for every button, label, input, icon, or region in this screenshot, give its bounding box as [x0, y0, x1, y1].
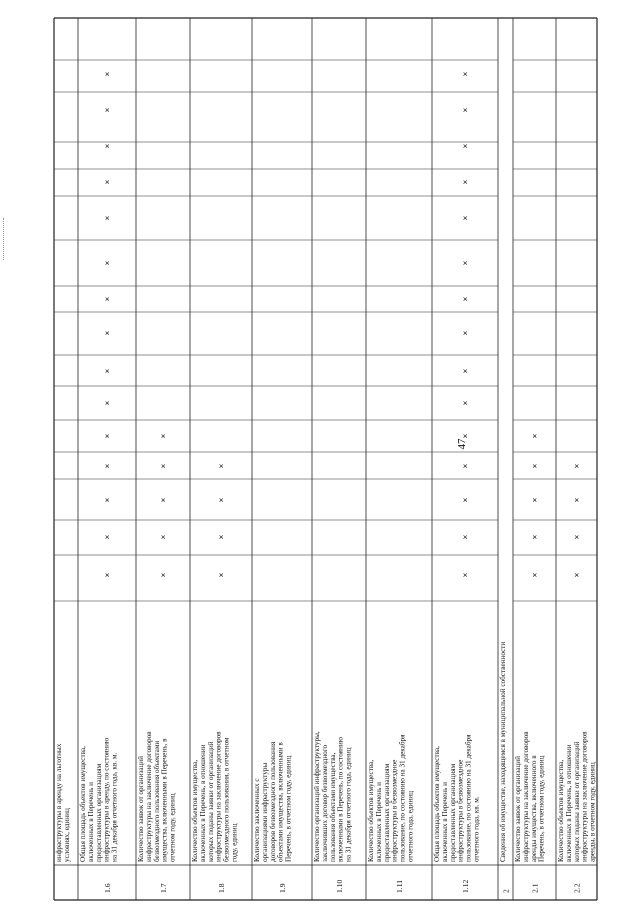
row-label-line: Общая площадь объектов имущества, [433, 746, 441, 862]
row-label-line: отчетного года, единиц [406, 791, 415, 862]
row-label-line: Количество организаций инфраструктуры, [313, 731, 321, 862]
row-label-line: пользование, по состоянию на 31 декабря [398, 734, 407, 862]
row-label-line: отчетного года, кв. м. [472, 796, 481, 862]
row-label-line: включенных в Перечень, в отношении [198, 744, 207, 862]
row-number: 1.12 [461, 879, 470, 893]
not-applicable-mark: × [461, 534, 470, 540]
not-applicable-mark: × [461, 71, 470, 77]
row-label-line: Перечень, в отчетном году, единиц [537, 755, 546, 862]
row-label-line: инфраструктуры в безвозмездное [390, 759, 399, 862]
row-label-line: Сведения об имуществе, находящемся в муниципальной собственности [499, 641, 507, 862]
not-applicable-mark: × [530, 463, 540, 469]
table-row [137, 433, 177, 893]
not-applicable-mark: × [461, 463, 470, 469]
not-applicable-mark: × [159, 433, 168, 439]
not-applicable-mark: × [461, 433, 470, 439]
not-applicable-mark: × [461, 400, 470, 406]
row-number: 2.1 [530, 883, 540, 893]
row-label-line: Количество заключенных с [253, 778, 261, 862]
row-number: 1.7 [159, 883, 168, 893]
table-row [79, 71, 119, 893]
not-applicable-mark: × [103, 497, 112, 503]
row-label-line: пользование, по состоянию на 31 декабря [464, 734, 473, 862]
row-label-line: аренды, в отчетном году, единиц [588, 762, 597, 862]
row-label-line: организациями инфраструктуры [260, 762, 269, 862]
row-label-line: объектами имущества, включенными в [276, 742, 285, 862]
row-label-line: включенных в Перечень, в отношении [564, 744, 573, 862]
not-applicable-mark: × [530, 497, 540, 503]
row-label-line: имущества, включенными в Перечень, в [160, 738, 169, 862]
row-label-line: условиях, единиц [62, 808, 71, 862]
not-applicable-mark: × [461, 368, 470, 374]
not-applicable-mark: × [103, 330, 112, 336]
not-applicable-mark: × [103, 260, 112, 266]
row-label-line: которых поданы заявки от организаций [572, 741, 581, 862]
table-row [557, 463, 597, 893]
row-label-line: Количество объектов имущества, [191, 759, 199, 862]
not-applicable-mark: × [217, 463, 226, 469]
not-applicable-mark: × [217, 534, 226, 540]
not-applicable-mark: × [103, 433, 112, 439]
row-label-line: включенными в Перечень, по состоянию [336, 736, 345, 862]
row-label-line: предоставленных организациям [94, 763, 103, 862]
not-applicable-mark: × [530, 534, 540, 540]
table-row [191, 463, 239, 893]
not-applicable-mark: × [103, 71, 112, 77]
table-row [514, 433, 546, 893]
table-row [253, 741, 293, 893]
table-row [499, 642, 511, 893]
row-label-line: инфраструктуры на заключение договоров [214, 731, 223, 862]
not-applicable-mark: × [217, 572, 226, 578]
row-number: 2.2 [572, 883, 582, 893]
row-number: 1.8 [217, 883, 226, 893]
row-label-line: которых поданы заявки от организаций [206, 741, 215, 862]
not-applicable-mark: × [103, 572, 112, 578]
not-applicable-mark: × [461, 260, 470, 266]
row-label-line: предоставленных организациям [382, 763, 391, 862]
row-label-line: договоров безвозмездного пользования [268, 741, 277, 862]
row-label-line: аренды имущества, включенного в [529, 755, 538, 862]
not-applicable-mark: × [159, 463, 168, 469]
row-number: 1.9 [278, 883, 287, 893]
row-label-line: на 31 декабря отчетного года, единиц [344, 747, 353, 862]
not-applicable-mark: × [461, 215, 470, 221]
row-label-line: инфраструктуры в аренду, по состоянию [102, 737, 111, 862]
row-label-line: отчетном году, единиц [168, 793, 177, 862]
not-applicable-mark: × [159, 572, 168, 578]
row-label-line: Количество объектов имущества, [367, 759, 375, 862]
not-applicable-mark: × [530, 572, 540, 578]
table-row [313, 731, 353, 893]
not-applicable-mark: × [103, 368, 112, 374]
not-applicable-mark: × [461, 107, 470, 113]
row-label-line: году, единиц [230, 823, 239, 862]
row-label-line: включенных в Перечень и [440, 781, 449, 862]
row-number: 2 [501, 889, 511, 893]
not-applicable-mark: × [103, 107, 112, 113]
row-label-line: инфраструктуры на заключение договоров [580, 731, 589, 862]
row-label-line: Перечень, в отчетном году, единиц [284, 755, 293, 862]
row-number: 1.11 [395, 879, 404, 893]
row-label-line: пользования объектами имущества, [328, 752, 337, 862]
not-applicable-mark: × [103, 463, 112, 469]
not-applicable-mark: × [461, 572, 470, 578]
row-label-line: безвозмездного пользования объектами [152, 740, 161, 862]
not-applicable-mark: × [159, 534, 168, 540]
row-label-line: инфраструктуры на заключение договоров [521, 731, 530, 862]
not-applicable-mark: × [461, 497, 470, 503]
row-label-line: Общая площадь объектов имущества, [79, 746, 87, 862]
row-number: 1.10 [335, 879, 344, 893]
row-label-line: включенных в Перечень и [374, 781, 383, 862]
row-label-line: безвозмездного пользования, в отчетном [222, 737, 231, 862]
table-row [433, 71, 481, 893]
row-label-line: Количество объектов имущества, [557, 759, 565, 862]
row-label-line: предоставленных организациям [448, 763, 457, 862]
row-label-line: на 31 декабря отчетного года, кв. м. [110, 752, 119, 862]
not-applicable-mark: × [103, 296, 112, 302]
not-applicable-mark: × [103, 179, 112, 185]
not-applicable-mark: × [461, 179, 470, 185]
row-label-line: инфраструктуры в безвозмездное [456, 759, 465, 862]
not-applicable-mark: × [461, 296, 470, 302]
row-label-line: инфраструктуры на заключение договоров [144, 731, 153, 862]
not-applicable-mark: × [103, 400, 112, 406]
row-label-line: Количество заявок от организаций [514, 755, 522, 862]
row-label-line: инфраструктуры в аренду на льготных [55, 743, 63, 862]
not-applicable-mark: × [217, 497, 226, 503]
not-applicable-mark: × [461, 143, 470, 149]
not-applicable-mark: × [530, 433, 540, 439]
not-applicable-mark: × [103, 143, 112, 149]
not-applicable-mark: × [461, 330, 470, 336]
table-row [367, 734, 415, 893]
not-applicable-mark: × [159, 497, 168, 503]
not-applicable-mark: × [572, 497, 582, 503]
not-applicable-mark: × [572, 534, 582, 540]
not-applicable-mark: × [572, 572, 582, 578]
not-applicable-mark: × [103, 215, 112, 221]
not-applicable-mark: × [572, 463, 582, 469]
row-label-line: заключивших договор безвозмездного [320, 744, 329, 862]
row-label-line: Количество заявок от организаций [137, 755, 145, 862]
page-number: 47 [456, 438, 468, 450]
row-number: 1.6 [103, 883, 112, 893]
row-label-line: включенных в Перечень и [86, 781, 95, 862]
table-row [55, 743, 71, 862]
not-applicable-mark: × [103, 534, 112, 540]
